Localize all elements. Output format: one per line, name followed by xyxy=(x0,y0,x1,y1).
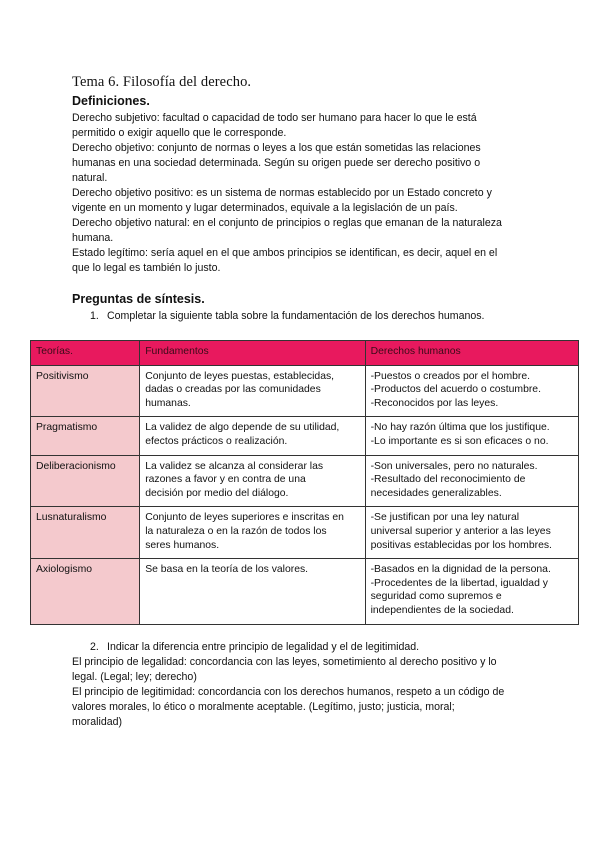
cell-line: -Reconocidos por las leyes. xyxy=(370,397,499,409)
answer-line: El principio de legalidad: concordancia con las leyes, sometimiento al derecho positivo y lo xyxy=(72,656,497,668)
cell-line: -Procedentes de la libertad, igualdad y xyxy=(370,577,548,589)
derechos-cell xyxy=(365,455,578,507)
table-header-row xyxy=(31,341,579,366)
answer-line: legal. (Legal; ley; derecho) xyxy=(72,671,197,683)
cell-line: -Lo importante es si son eficaces o no. xyxy=(370,435,549,447)
header-theories: Teorías. xyxy=(31,341,140,366)
definition-line: Estado legítimo: sería aquel en el que ambos principios se identifican, es decir, aquel en el xyxy=(72,247,498,259)
table-row xyxy=(31,417,579,455)
question-2-text: Indicar la diferencia entre principio de legalidad y el de legitimidad. xyxy=(107,641,420,653)
fundamentos-cell xyxy=(140,417,365,455)
fundamentos-cell xyxy=(140,455,365,507)
cell-line: Conjunto de leyes superiores e inscritas en xyxy=(145,512,344,524)
table-row xyxy=(31,559,579,624)
theory-cell: Pragmatismo xyxy=(31,417,140,455)
answer-line: moralidad) xyxy=(72,716,123,728)
cell-line: decisión por medio del diálogo. xyxy=(145,487,289,499)
cell-line: dadas o creadas por las comunidades xyxy=(145,384,321,396)
definitions-text xyxy=(72,111,532,276)
definition-line: Derecho subjetivo: facultad o capacidad de todo ser humano para hacer lo que le está xyxy=(72,112,477,124)
definitions-heading: Definiciones. xyxy=(72,94,150,108)
definition-line: humanas en una sociedad determinada. Según su origen puede ser derecho positivo o xyxy=(72,157,481,169)
cell-line: efectos prácticos o realización. xyxy=(145,435,288,447)
cell-line: -Resultado del reconocimiento de xyxy=(370,474,526,486)
table-row xyxy=(31,365,579,417)
cell-line: la naturaleza o en la razón de todos los xyxy=(145,525,327,537)
synthesis-heading: Preguntas de síntesis. xyxy=(72,292,205,306)
cell-line: La validez se alcanza al considerar las xyxy=(145,460,324,472)
answer-line: valores morales, lo ético o moralmente aceptable. (Legítimo, justo; justicia, moral; xyxy=(72,701,455,713)
question-2-number: 2. xyxy=(90,641,99,653)
theory-cell: Lusnaturalismo xyxy=(31,507,140,559)
cell-line: -No hay razón última que los justifique. xyxy=(370,422,550,434)
theory-cell: Positivismo xyxy=(31,365,140,417)
definition-line: permitido o exigir aquello que le corresponde. xyxy=(72,127,287,139)
fundamentos-cell xyxy=(140,365,365,417)
document-title: Tema 6. Filosofía del derecho. xyxy=(72,74,252,90)
answer-line: El principio de legitimidad: concordancia con los derechos humanos, respeto a un código de xyxy=(72,686,505,698)
theory-cell: Axiologismo xyxy=(31,559,140,624)
cell-line: La validez de algo depende de su utilidad, xyxy=(145,422,340,434)
derechos-cell xyxy=(365,417,578,455)
cell-line: humanas. xyxy=(145,397,191,409)
header-fundamentos: Fundamentos xyxy=(140,341,365,366)
cell-line: -Son universales, pero no naturales. xyxy=(370,460,538,472)
derechos-cell xyxy=(365,365,578,417)
question-2-answer xyxy=(72,655,542,730)
definition-line: natural. xyxy=(72,172,108,184)
cell-line: -Se justifican por una ley natural xyxy=(370,512,520,524)
derechos-cell xyxy=(365,559,578,624)
cell-line: -Productos del acuerdo o costumbre. xyxy=(370,384,541,396)
definition-line: que lo legal es también lo justo. xyxy=(72,262,221,274)
header-derechos: Derechos humanos xyxy=(365,341,578,366)
fundamentos-cell xyxy=(140,507,365,559)
question-1-text: Completar la siguiente tabla sobre la fundamentación de los derechos humanos. xyxy=(107,310,485,322)
table-row xyxy=(31,455,579,507)
question-1-number: 1. xyxy=(90,310,99,322)
definition-line: vigente en un momento y lugar determinados, equivale a la legislación de un país. xyxy=(72,202,458,214)
human-rights-table xyxy=(30,340,579,625)
cell-line: razones a favor y en contra de una xyxy=(145,474,306,486)
cell-line: Conjunto de leyes puestas, establecidas, xyxy=(145,370,335,382)
fundamentos-cell xyxy=(140,559,365,624)
cell-line: positivas establecidas por los hombres. xyxy=(370,539,552,551)
cell-line: -Basados en la dignidad de la persona. xyxy=(370,564,551,576)
cell-line: seguridad como supremos e xyxy=(370,591,502,603)
definition-line: humana. xyxy=(72,232,114,244)
cell-line: Se basa en la teoría de los valores. xyxy=(145,564,309,576)
cell-line: independientes de la sociedad. xyxy=(370,604,514,616)
definition-line: Derecho objetivo natural: en el conjunto de principios o reglas que emanan de la naturaleza xyxy=(72,217,502,229)
derechos-cell xyxy=(365,507,578,559)
definition-line: Derecho objetivo positivo: es un sistema de normas establecido por un Estado concreto y xyxy=(72,187,492,199)
cell-line: necesidades generalizables. xyxy=(370,487,502,499)
definition-line: Derecho objetivo: conjunto de normas o leyes a los que están sometidas las relaciones xyxy=(72,142,481,154)
cell-line: universal superior y anterior a las leyes xyxy=(370,525,551,537)
cell-line: -Puestos o creados por el hombre. xyxy=(370,370,530,382)
theory-cell: Deliberacionismo xyxy=(31,455,140,507)
cell-line: seres humanos. xyxy=(145,539,220,551)
table-row xyxy=(31,507,579,559)
